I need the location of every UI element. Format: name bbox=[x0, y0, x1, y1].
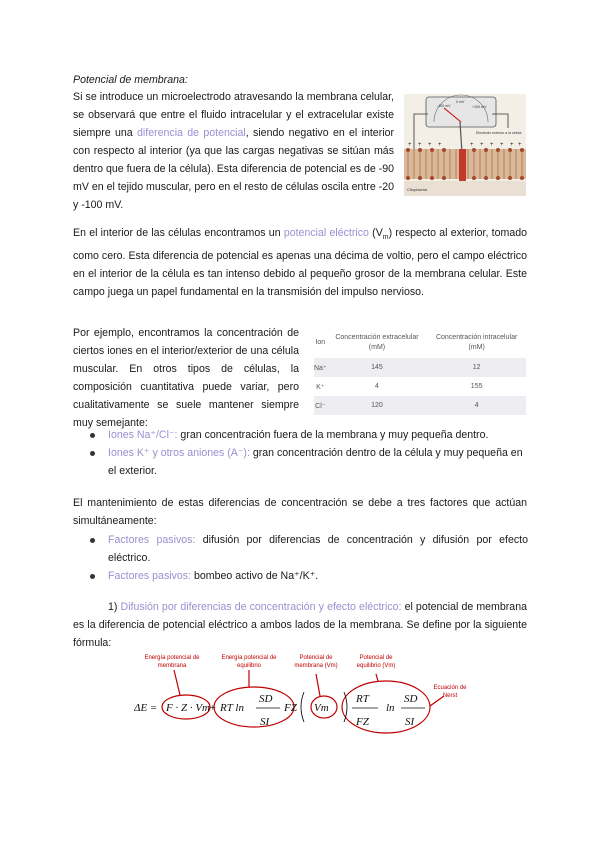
p2-highlight: potencial eléctrico bbox=[283, 227, 369, 239]
bullet-text: gran concentración dentro de la célula y muy pequeña en el exterior. bbox=[108, 447, 523, 477]
meter-label-neg: -100 mV bbox=[437, 104, 451, 108]
cell-int: 155 bbox=[470, 383, 483, 390]
formula-sd: SD bbox=[259, 693, 273, 705]
bullet-icon bbox=[90, 538, 95, 543]
p5-highlight: Difusión por diferencias de concentración y efecto eléctrico: bbox=[120, 601, 402, 613]
svg-text:+: + bbox=[510, 142, 514, 148]
bullet-highlight: Factores pasivos: bbox=[108, 570, 192, 582]
header-extracellular: Concentración extracelular (mM) bbox=[327, 328, 428, 358]
svg-text:+: + bbox=[490, 142, 494, 148]
paragraph-potential bbox=[73, 224, 527, 301]
p2-text-a: En el interior de las células encontramos un bbox=[73, 227, 284, 239]
list-item bbox=[108, 444, 528, 480]
cell-ext: 4 bbox=[375, 383, 379, 390]
bullet-highlight: Iones K⁺ y otros aniones (A⁻): bbox=[108, 447, 250, 459]
p5-number: 1) bbox=[108, 601, 118, 613]
formula-label-equilibrium-energy: Energía potencial de equilibrio bbox=[221, 655, 277, 669]
list-item bbox=[108, 426, 528, 444]
formula-rt2: RT bbox=[356, 693, 369, 705]
formula-ln: ln bbox=[386, 702, 395, 714]
formula-fz: FZ bbox=[284, 702, 297, 714]
ion-concentration-table bbox=[314, 328, 526, 415]
svg-text:+: + bbox=[500, 142, 504, 148]
p2-text-c: ) respecto al exterior, tomado como cero. Esta diferencia de potencial es apenas una décima de voltio, pero el campo eléctrico en el interior de la célula es tan intenso debido al pequeño grosor de la membrana celular. Este campo juega un papel fundamental en la transmisión del impulso nervioso. bbox=[73, 227, 527, 299]
formula-figure bbox=[134, 650, 494, 746]
svg-text:+: + bbox=[428, 142, 432, 148]
formula-fz2: FZ bbox=[356, 716, 369, 728]
svg-text:+: + bbox=[438, 142, 442, 148]
svg-text:+: + bbox=[518, 142, 522, 148]
cell-int: 4 bbox=[427, 396, 526, 415]
formula-sd2: SD bbox=[404, 693, 418, 705]
formula-label-membrane-energy: Energía potencial de membrana bbox=[144, 655, 200, 669]
svg-text:+: + bbox=[470, 142, 474, 148]
formula-plus: + bbox=[209, 702, 217, 714]
paragraph-diffusion bbox=[73, 598, 527, 652]
list-item bbox=[108, 567, 528, 585]
membrane-figure bbox=[404, 94, 526, 196]
meter-label-zero: 0 mV bbox=[456, 100, 465, 104]
p2-subscript: m bbox=[382, 234, 389, 242]
cell-ion: Cl⁻ bbox=[314, 396, 327, 415]
formula-lhs: ΔE = bbox=[134, 702, 158, 714]
table-row bbox=[314, 358, 526, 377]
paragraph-factors: El mantenimiento de estas diferencias de concentración se debe a tres factores que actúan simultáneamente: bbox=[73, 497, 527, 527]
table-row bbox=[314, 377, 526, 396]
bullet-highlight: Factores pasivos: bbox=[108, 534, 196, 546]
cell-int: 12 bbox=[427, 358, 526, 377]
bullet-text: bombeo activo de Na⁺/K⁺. bbox=[191, 570, 319, 582]
formula-si2: SI bbox=[405, 716, 415, 728]
formula-si: SI bbox=[260, 716, 270, 728]
p2-text-b: (V bbox=[368, 227, 383, 239]
formula-label-membrane-potential: Potencial de membrana (Vm) bbox=[294, 655, 338, 669]
bullet-highlight: Iones Na⁺/Cl⁻: bbox=[108, 429, 178, 441]
svg-text:+: + bbox=[480, 142, 484, 148]
list-item bbox=[108, 531, 528, 567]
formula-label-nerst: Ecuación de Nerst bbox=[433, 685, 467, 699]
paragraph-example: Por ejemplo, encontramos la concentración de ciertos iones en el interior/exterior de una célula muscular. En otros tipos de células, la composición cuantitativa puede variar, pero cualitativamente se suele mantener siempre muy semejante: bbox=[73, 327, 299, 429]
formula-label-equilibrium-potential: Potencial de equilibrio (Vm) bbox=[356, 655, 396, 669]
meter-label-pos: +100 mV bbox=[472, 105, 487, 109]
cytoplasm-label: Citoplasma bbox=[407, 187, 428, 192]
cell-ext: 145 bbox=[327, 358, 428, 377]
p1-highlight: diferencia de potencial bbox=[137, 127, 246, 139]
section-title: Potencial de membrana: bbox=[73, 74, 188, 86]
formula-term-fzvm: F · Z · Vm bbox=[166, 702, 210, 714]
cell-ion: K⁺ bbox=[316, 383, 325, 391]
bullet-text: difusión por diferencias de concentración y difusión por efecto eléctrico. bbox=[108, 534, 528, 564]
paragraph-intro bbox=[73, 88, 394, 214]
bullet-icon bbox=[90, 574, 95, 579]
cell-ion: Na⁺ bbox=[314, 358, 327, 377]
header-ion: Ion bbox=[314, 328, 327, 358]
header-intracellular: Concentración intracelular (mM) bbox=[427, 328, 526, 358]
electrode-label: Electrodo exterior a la célula bbox=[476, 131, 522, 135]
p1-text-b: , siendo negativo en el interior con respecto al interior (ya que las cargas negativas se sitúan más dentro que fuera de la célula). Esta diferencia de potencial es de -90 mV en el tejido muscular, pero en el resto de células oscila entre -20 y -100 mV. bbox=[73, 127, 394, 211]
bullet-icon bbox=[90, 451, 95, 456]
formula-vm: Vm bbox=[314, 702, 329, 714]
bullet-text: gran concentración fuera de la membrana y muy pequeña dentro. bbox=[177, 429, 489, 441]
bullet-icon bbox=[90, 433, 95, 438]
formula-rt-ln: RT ln bbox=[220, 702, 244, 714]
p5-text: el potencial de membrana es la diferencia de potencial eléctrico a ambos lados de la membrana. Se define por la siguiente fórmula: bbox=[73, 601, 527, 649]
table-row bbox=[314, 396, 526, 415]
svg-text:+: + bbox=[408, 142, 412, 148]
cell-ext: 120 bbox=[327, 396, 428, 415]
svg-text:+: + bbox=[418, 142, 422, 148]
p1-text-a: Si se introduce un microelectrodo atravesando la membrana celular, se observará que entre el fluido intracelular y el extracelular existe siempre una bbox=[73, 91, 394, 139]
